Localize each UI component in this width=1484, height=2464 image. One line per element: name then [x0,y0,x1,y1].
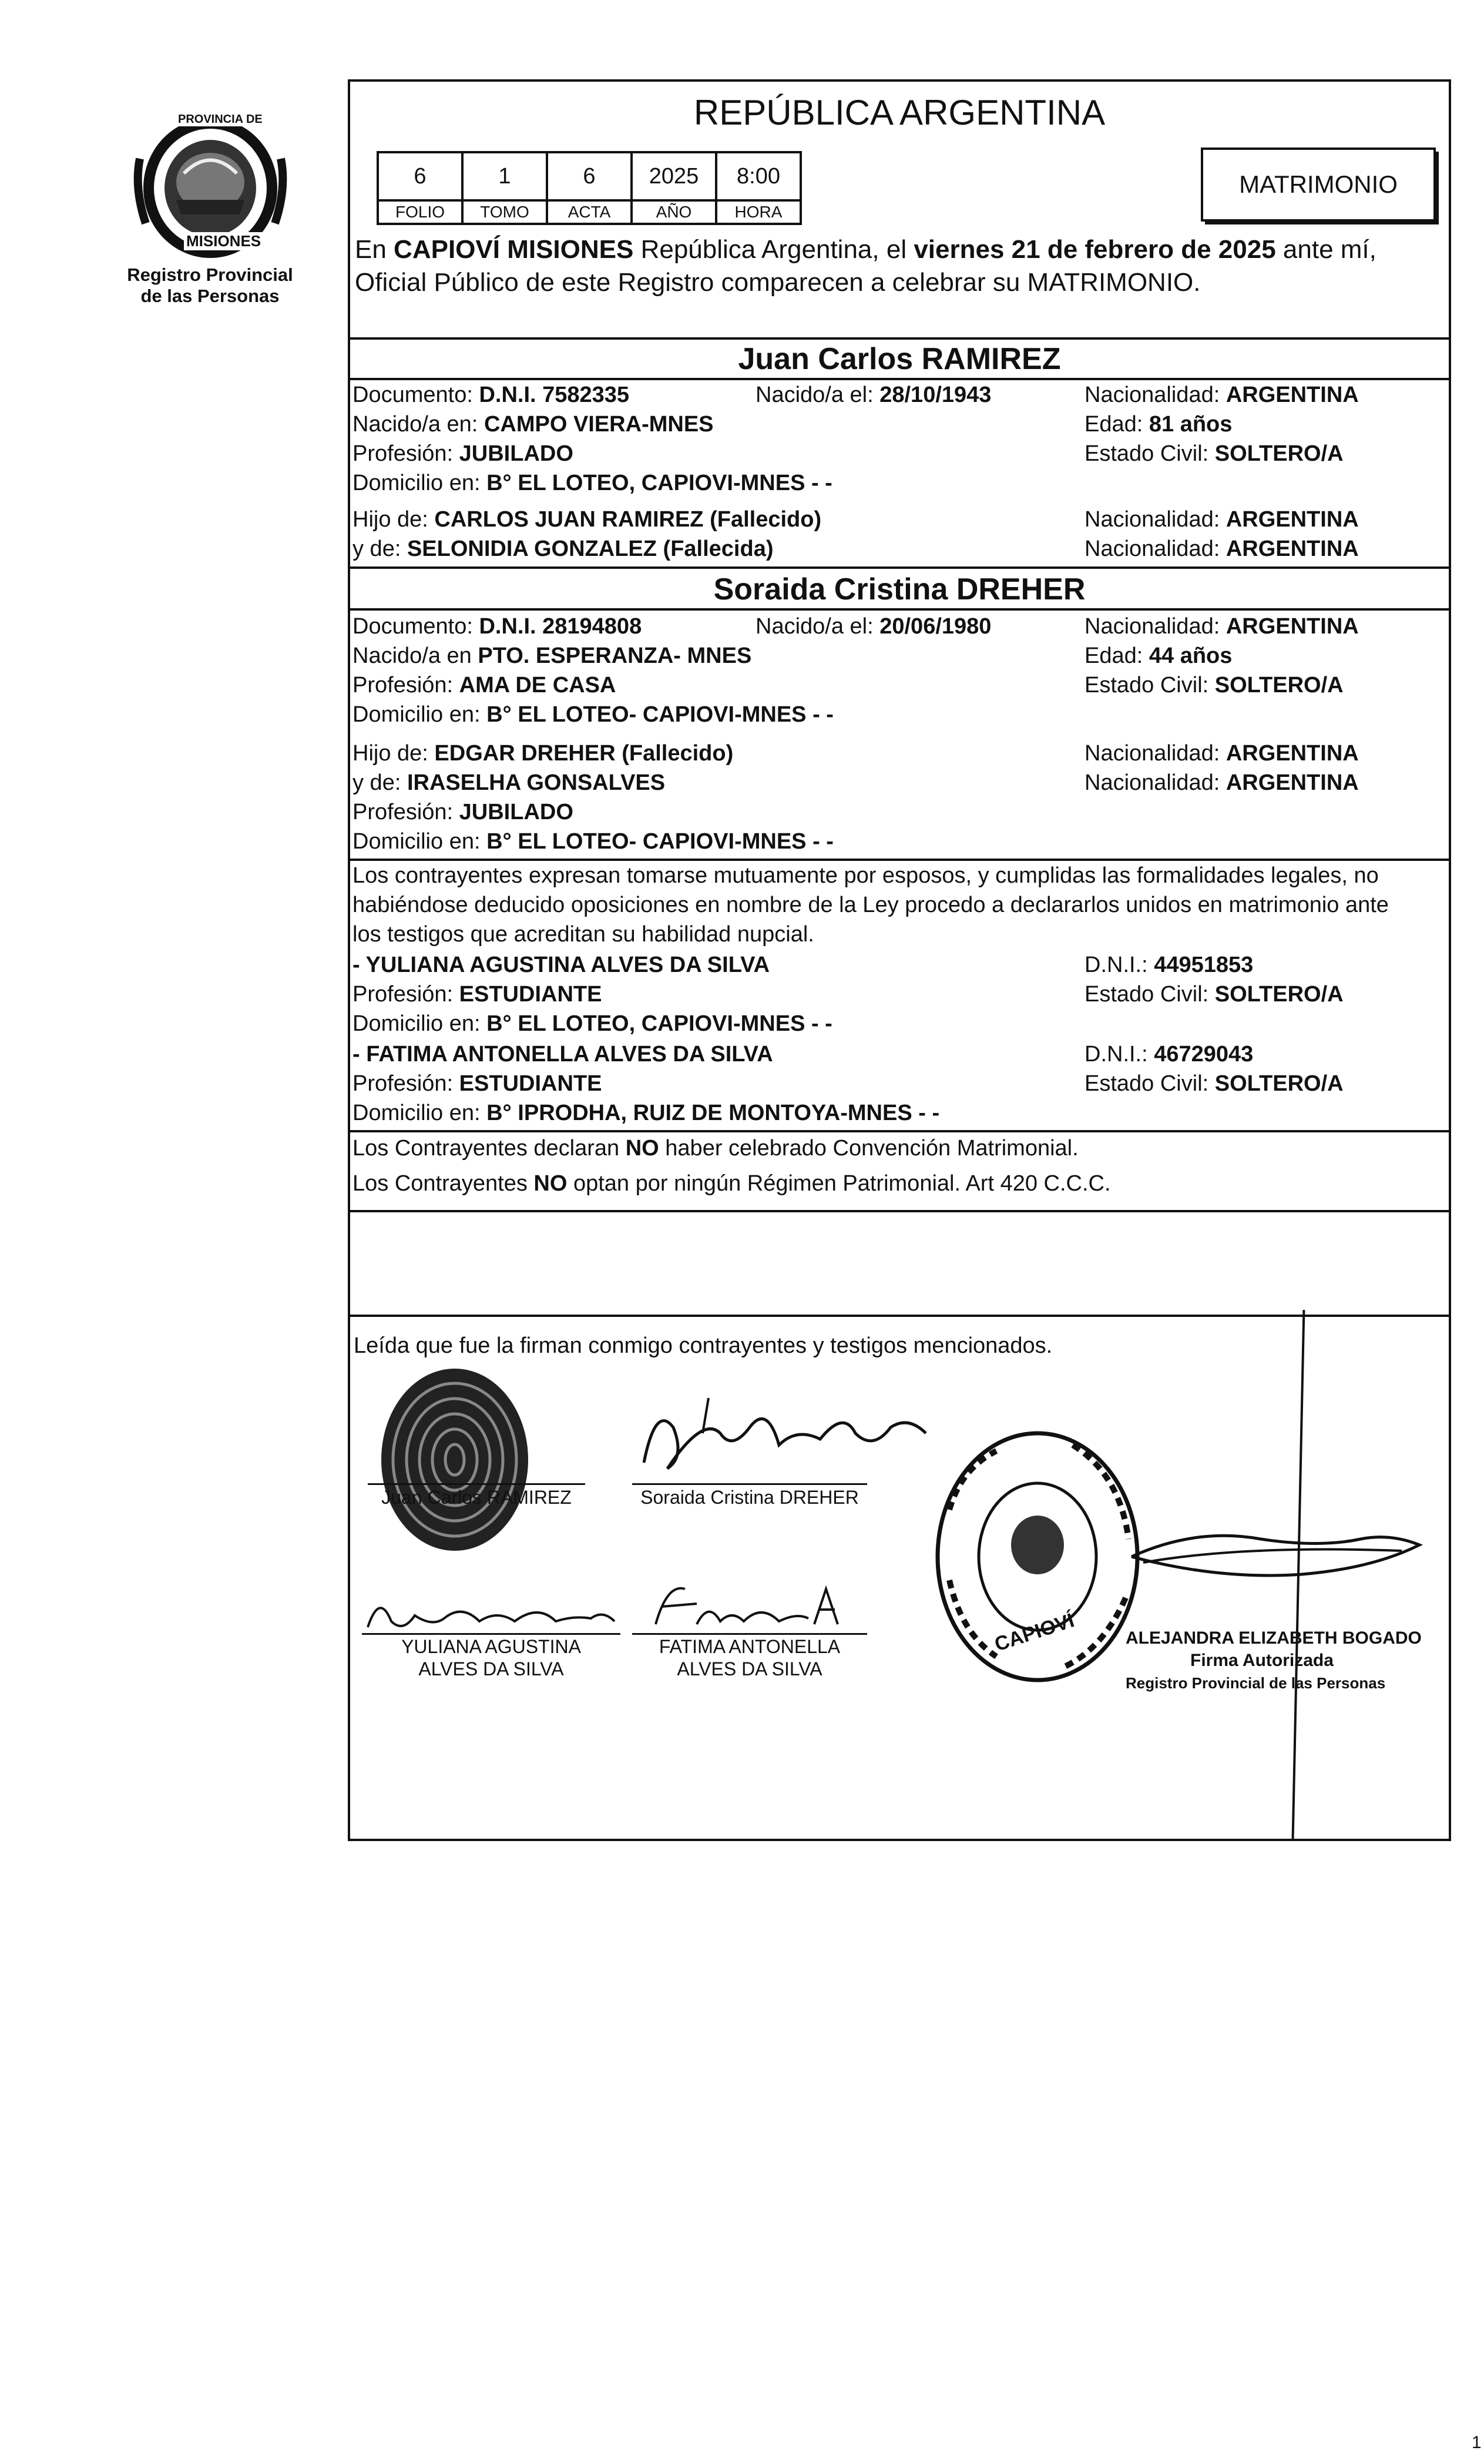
fingerprint-icon [372,1363,537,1560]
patrimonial-line2: Los Contrayentes NO optan por ningún Régimen Patrimonial. Art 420 C.C.C. [352,1171,1111,1196]
tomo-label: TOMO [462,200,547,224]
groom-profession: Profesión: JUBILADO [352,441,573,466]
signature-line [632,1633,867,1635]
witness1-address: Domicilio en: B° EL LOTEO, CAPIOVI-MNES - - [352,1011,832,1036]
groom-father-nationality: Nacionalidad: ARGENTINA [1085,507,1359,532]
intro-line2: Oficial Público de este Registro comparecen a celebrar su MATRIMONIO. [355,268,1201,297]
witness1-signature-caption: YULIANA AGUSTINA ALVES DA SILVA [401,1636,581,1679]
seal-text: CAPIOVÍ [992,1609,1077,1656]
witness1-name: - YULIANA AGUSTINA ALVES DA SILVA [352,953,770,977]
bride-name: Soraida Cristina DREHER [713,572,1086,606]
intro-date: viernes 21 de febrero de 2025 [914,235,1276,264]
divider [350,378,1449,380]
bride-signature-caption: Soraida Cristina DREHER [640,1487,859,1508]
groom-age: Edad: 81 años [1085,412,1233,437]
signature-line [368,1483,585,1485]
declaration-line2: habiéndose deducido oposiciones en nombre de la Ley procedo a declararlos unidos en matrimonio ante [352,893,1389,917]
intro-paragraph [355,233,1376,299]
groom-mother: y de: SELONIDIA GONZALEZ (Fallecida) [352,537,774,561]
witness2-signature-icon [632,1577,867,1639]
witness1-dni: D.N.I.: 44951853 [1085,953,1254,977]
page-number: 1 [1472,2433,1482,2452]
groom-father: Hijo de: CARLOS JUAN RAMIREZ (Fallecido) [352,507,822,532]
witness2-signature-caption: FATIMA ANTONELLA ALVES DA SILVA [659,1636,841,1679]
acta-value: 6 [547,152,632,200]
signature-line [632,1483,867,1485]
witness1-civil-status: Estado Civil: SOLTERO/A [1085,982,1344,1007]
bride-mother-profession: Profesión: JUBILADO [352,800,573,824]
official-role: Firma Autorizada [1190,1651,1334,1670]
anio-label: AÑO [632,200,716,224]
patrimonial-line1: Los Contrayentes declaran NO haber celebrado Convención Matrimonial. [352,1136,1079,1161]
groom-civil-status: Estado Civil: SOLTERO/A [1085,441,1344,466]
provincial-seal-logo [128,112,293,264]
witness2-profession: Profesión: ESTUDIANTE [352,1071,602,1096]
witness1-profession: Profesión: ESTUDIANTE [352,982,602,1007]
witness2-name: - FATIMA ANTONELLA ALVES DA SILVA [352,1042,773,1067]
intro-place: CAPIOVÍ MISIONES [394,235,634,264]
bride-signature-icon [632,1392,938,1489]
official-stamp [1126,1627,1422,1694]
logo-arc-top-visible: PROVINCIA DE [176,113,264,126]
act-type-box: MATRIMONIO [1201,147,1436,222]
folio-label: FOLIO [378,200,462,224]
registry-caption-line1: Registro Provincial [127,264,293,285]
bride-mother-nationality: Nacionalidad: ARGENTINA [1085,770,1359,795]
official-name: ALEJANDRA ELIZABETH BOGADO [1126,1628,1422,1648]
bride-birthplace: Nacido/a en PTO. ESPERANZA- MNES [352,643,752,668]
groom-nationality: Nacionalidad: ARGENTINA [1085,383,1359,407]
hora-label: HORA [716,200,801,224]
groom-document: Documento: D.N.I. 7582335 [352,383,630,407]
certificate-frame [348,79,1451,1841]
country-title: REPÚBLICA ARGENTINA [693,93,1106,132]
registry-caption [120,264,300,307]
bride-civil-status: Estado Civil: SOLTERO/A [1085,673,1344,698]
bride-father-nationality: Nacionalidad: ARGENTINA [1085,741,1359,766]
bride-mother: y de: IRASELHA GONSALVES [352,770,666,795]
witness2-address: Domicilio en: B° IPRODHA, RUIZ DE MONTOYA-MNES - - [352,1101,940,1125]
tomo-value: 1 [462,152,547,200]
declaration-line1: Los contrayentes expresan tomarse mutuamente por esposos, y cumplidas las formalidades legales, no [352,863,1379,888]
witness2-dni: D.N.I.: 46729043 [1085,1042,1254,1067]
folio-value: 6 [378,152,462,200]
bride-mother-address: Domicilio en: B° EL LOTEO- CAPIOVI-MNES - - [352,829,834,854]
bride-born: Nacido/a el: 20/06/1980 [756,614,992,639]
bride-address: Domicilio en: B° EL LOTEO- CAPIOVI-MNES - - [352,702,834,727]
official-seal-stamp [926,1422,1149,1695]
divider [350,608,1449,611]
bride-profession: Profesión: AMA DE CASA [352,673,616,698]
registry-caption-line2: de las Personas [140,286,280,306]
groom-address: Domicilio en: B° EL LOTEO, CAPIOVI-MNES - - [352,471,832,495]
groom-name: Juan Carlos RAMIREZ [738,342,1061,376]
groom-birthplace: Nacido/a en: CAMPO VIERA-MNES [352,412,714,437]
bride-father: Hijo de: EDGAR DREHER (Fallecido) [352,741,734,766]
signature-line [362,1633,620,1635]
divider [350,1130,1449,1132]
hora-value: 8:00 [716,152,801,200]
bride-nationality: Nacionalidad: ARGENTINA [1085,614,1359,639]
official-office: Registro Provincial de las Personas [1126,1674,1386,1692]
bride-document: Documento: D.N.I. 28194808 [352,614,642,639]
divider [350,859,1449,861]
acta-label: ACTA [547,200,632,224]
groom-signature-caption: Juan Carlos RAMIREZ [381,1487,572,1508]
bride-age: Edad: 44 años [1085,643,1233,668]
intro-line1: En CAPIOVÍ MISIONES República Argentina, el viernes 21 de febrero de 2025 ante mí, [355,235,1376,264]
logo-arc-bottom: MISIONES [184,232,263,250]
divider [350,566,1449,569]
anio-value: 2025 [632,152,716,200]
groom-mother-nationality: Nacionalidad: ARGENTINA [1085,537,1359,561]
read-and-signed-text: Leída que fue la firman conmigo contrayentes y testigos mencionados. [354,1333,1053,1358]
divider [350,1210,1449,1212]
groom-born: Nacido/a el: 28/10/1943 [756,383,992,407]
divider [350,337,1449,340]
official-signature-icon [1126,1504,1431,1607]
declaration-line3: los testigos que acreditan su habilidad nupcial. [352,922,814,947]
folio-table [377,151,802,225]
witness2-civil-status: Estado Civil: SOLTERO/A [1085,1071,1344,1096]
divider [350,1315,1449,1317]
